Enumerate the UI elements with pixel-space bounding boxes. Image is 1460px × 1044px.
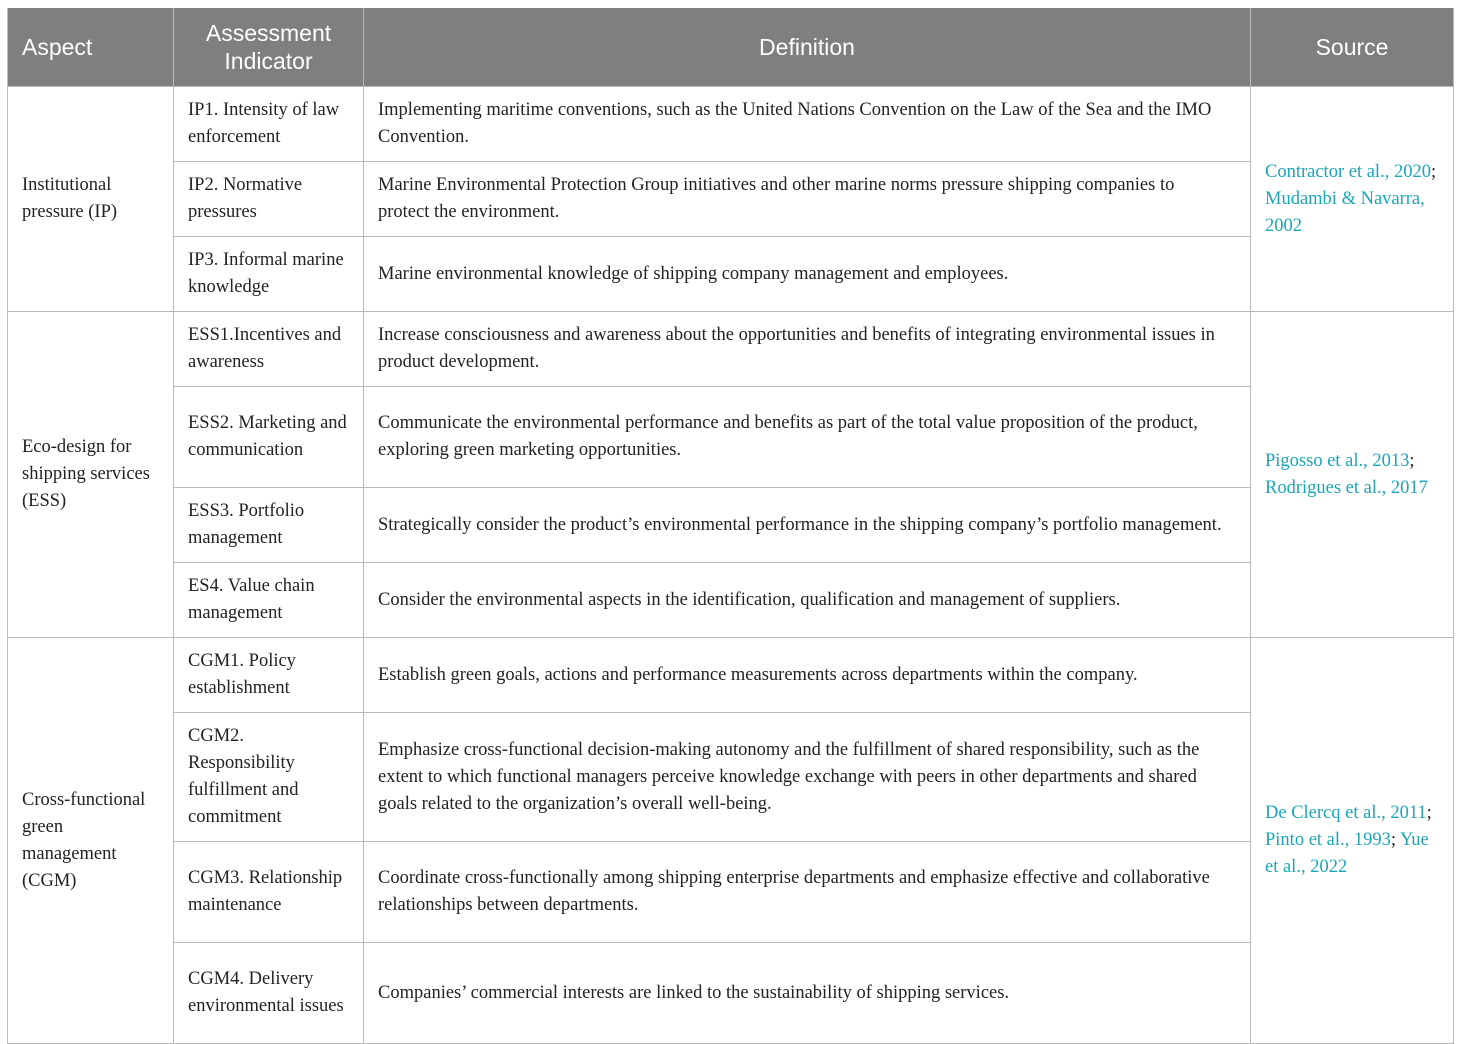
indicator-cell: ESS3. Portfolio management — [174, 488, 364, 563]
indicator-cell: CGM2. Responsibility fulfillment and commitment — [174, 713, 364, 842]
source-link[interactable]: Contractor et al., 2020 — [1265, 161, 1431, 182]
indicator-cell: CGM1. Policy establishment — [174, 638, 364, 713]
definition-cell: Consider the environmental aspects in the identification, qualification and management of suppliers. — [364, 563, 1251, 638]
header-aspect: Aspect — [8, 8, 174, 87]
indicator-cell: ESS2. Marketing and communication — [174, 387, 364, 488]
definition-cell: Coordinate cross-functionally among shipping enterprise departments and emphasize effective and collaborative relationships between departments. — [364, 842, 1251, 943]
source-link[interactable]: Mudambi & Navarra, 2002 — [1265, 188, 1425, 236]
source-link[interactable]: Yue et al., 2022 — [1265, 830, 1429, 877]
aspect-cell-cgm: Cross-functional green management (CGM) — [8, 638, 174, 1044]
header-indicator-line1: Assessment — [205, 20, 332, 46]
definition-cell: Increase consciousness and awareness about the opportunities and benefits of integrating environmental issues in product development. — [364, 312, 1251, 387]
table-row — [8, 943, 1454, 1044]
table-row — [8, 638, 1454, 713]
indicator-cell: IP2. Normative pressures — [174, 162, 364, 237]
header-definition: Definition — [364, 8, 1251, 87]
definition-cell: Marine environmental knowledge of shipping company management and employees. — [364, 237, 1251, 312]
table-body — [8, 87, 1454, 1044]
definition-cell: Implementing maritime conventions, such as the United Nations Convention on the Law of the Sea and the IMO Convention. — [364, 87, 1251, 162]
source-cell-cgm — [1251, 638, 1454, 1044]
header-source: Source — [1251, 8, 1454, 87]
definition-cell: Marine Environmental Protection Group initiatives and other marine norms pressure shipping companies to protect the environment. — [364, 162, 1251, 237]
table-row — [8, 842, 1454, 943]
table-row — [8, 87, 1454, 162]
header-assessment-indicator — [174, 8, 364, 87]
aspect-cell-ess: Eco-design for shipping services (ESS) — [8, 312, 174, 638]
header-row — [8, 8, 1454, 87]
source-cell-ip — [1251, 87, 1454, 312]
definition-cell: Communicate the environmental performance and benefits as part of the total value proposition of the product, exploring green marketing opportunities. — [364, 387, 1251, 488]
table-row — [8, 713, 1454, 842]
table-row — [8, 312, 1454, 387]
source-separator: ; — [1426, 803, 1432, 823]
indicator-cell: IP3. Informal marine knowledge — [174, 237, 364, 312]
source-cell-ess — [1251, 312, 1454, 638]
source-link[interactable]: Pinto et al., 1993 — [1265, 830, 1391, 850]
source-separator: ; — [1430, 161, 1437, 182]
definition-cell: Companies’ commercial interests are linked to the sustainability of shipping services. — [364, 943, 1251, 1044]
indicator-cell: ESS1.Incentives and awareness — [174, 312, 364, 387]
definition-cell: Establish green goals, actions and performance measurements across departments within the company. — [364, 638, 1251, 713]
source-link[interactable]: Rodrigues et al., 2017 — [1265, 477, 1428, 498]
table-row — [8, 237, 1454, 312]
table-row — [8, 488, 1454, 563]
definition-cell: Emphasize cross-functional decision-making autonomy and the fulfillment of shared responsibility, such as the extent to which functional managers perceive knowledge exchange with peers in other departments and shared goals related to the organization’s overall well-being. — [364, 713, 1251, 842]
assessment-indicator-table — [7, 8, 1454, 1044]
indicator-cell: IP1. Intensity of law enforcement — [174, 87, 364, 162]
table-row — [8, 563, 1454, 638]
indicator-cell: CGM4. Delivery environmental issues — [174, 943, 364, 1044]
indicator-cell: CGM3. Relationship maintenance — [174, 842, 364, 943]
table-header — [8, 8, 1454, 87]
header-indicator-line2: Indicator — [224, 48, 313, 74]
table-row — [8, 162, 1454, 237]
source-link[interactable]: Pigosso et al., 2013 — [1265, 450, 1410, 471]
source-link[interactable]: De Clercq et al., 2011 — [1265, 803, 1427, 823]
aspect-cell-ip: Institutional pressure (IP) — [8, 87, 174, 312]
indicator-table-container — [7, 8, 1453, 1044]
source-separator: ; — [1390, 830, 1400, 850]
source-separator: ; — [1409, 450, 1415, 471]
indicator-cell: ES4. Value chain management — [174, 563, 364, 638]
table-row — [8, 387, 1454, 488]
definition-cell: Strategically consider the product’s environmental performance in the shipping company’s portfolio management. — [364, 488, 1251, 563]
